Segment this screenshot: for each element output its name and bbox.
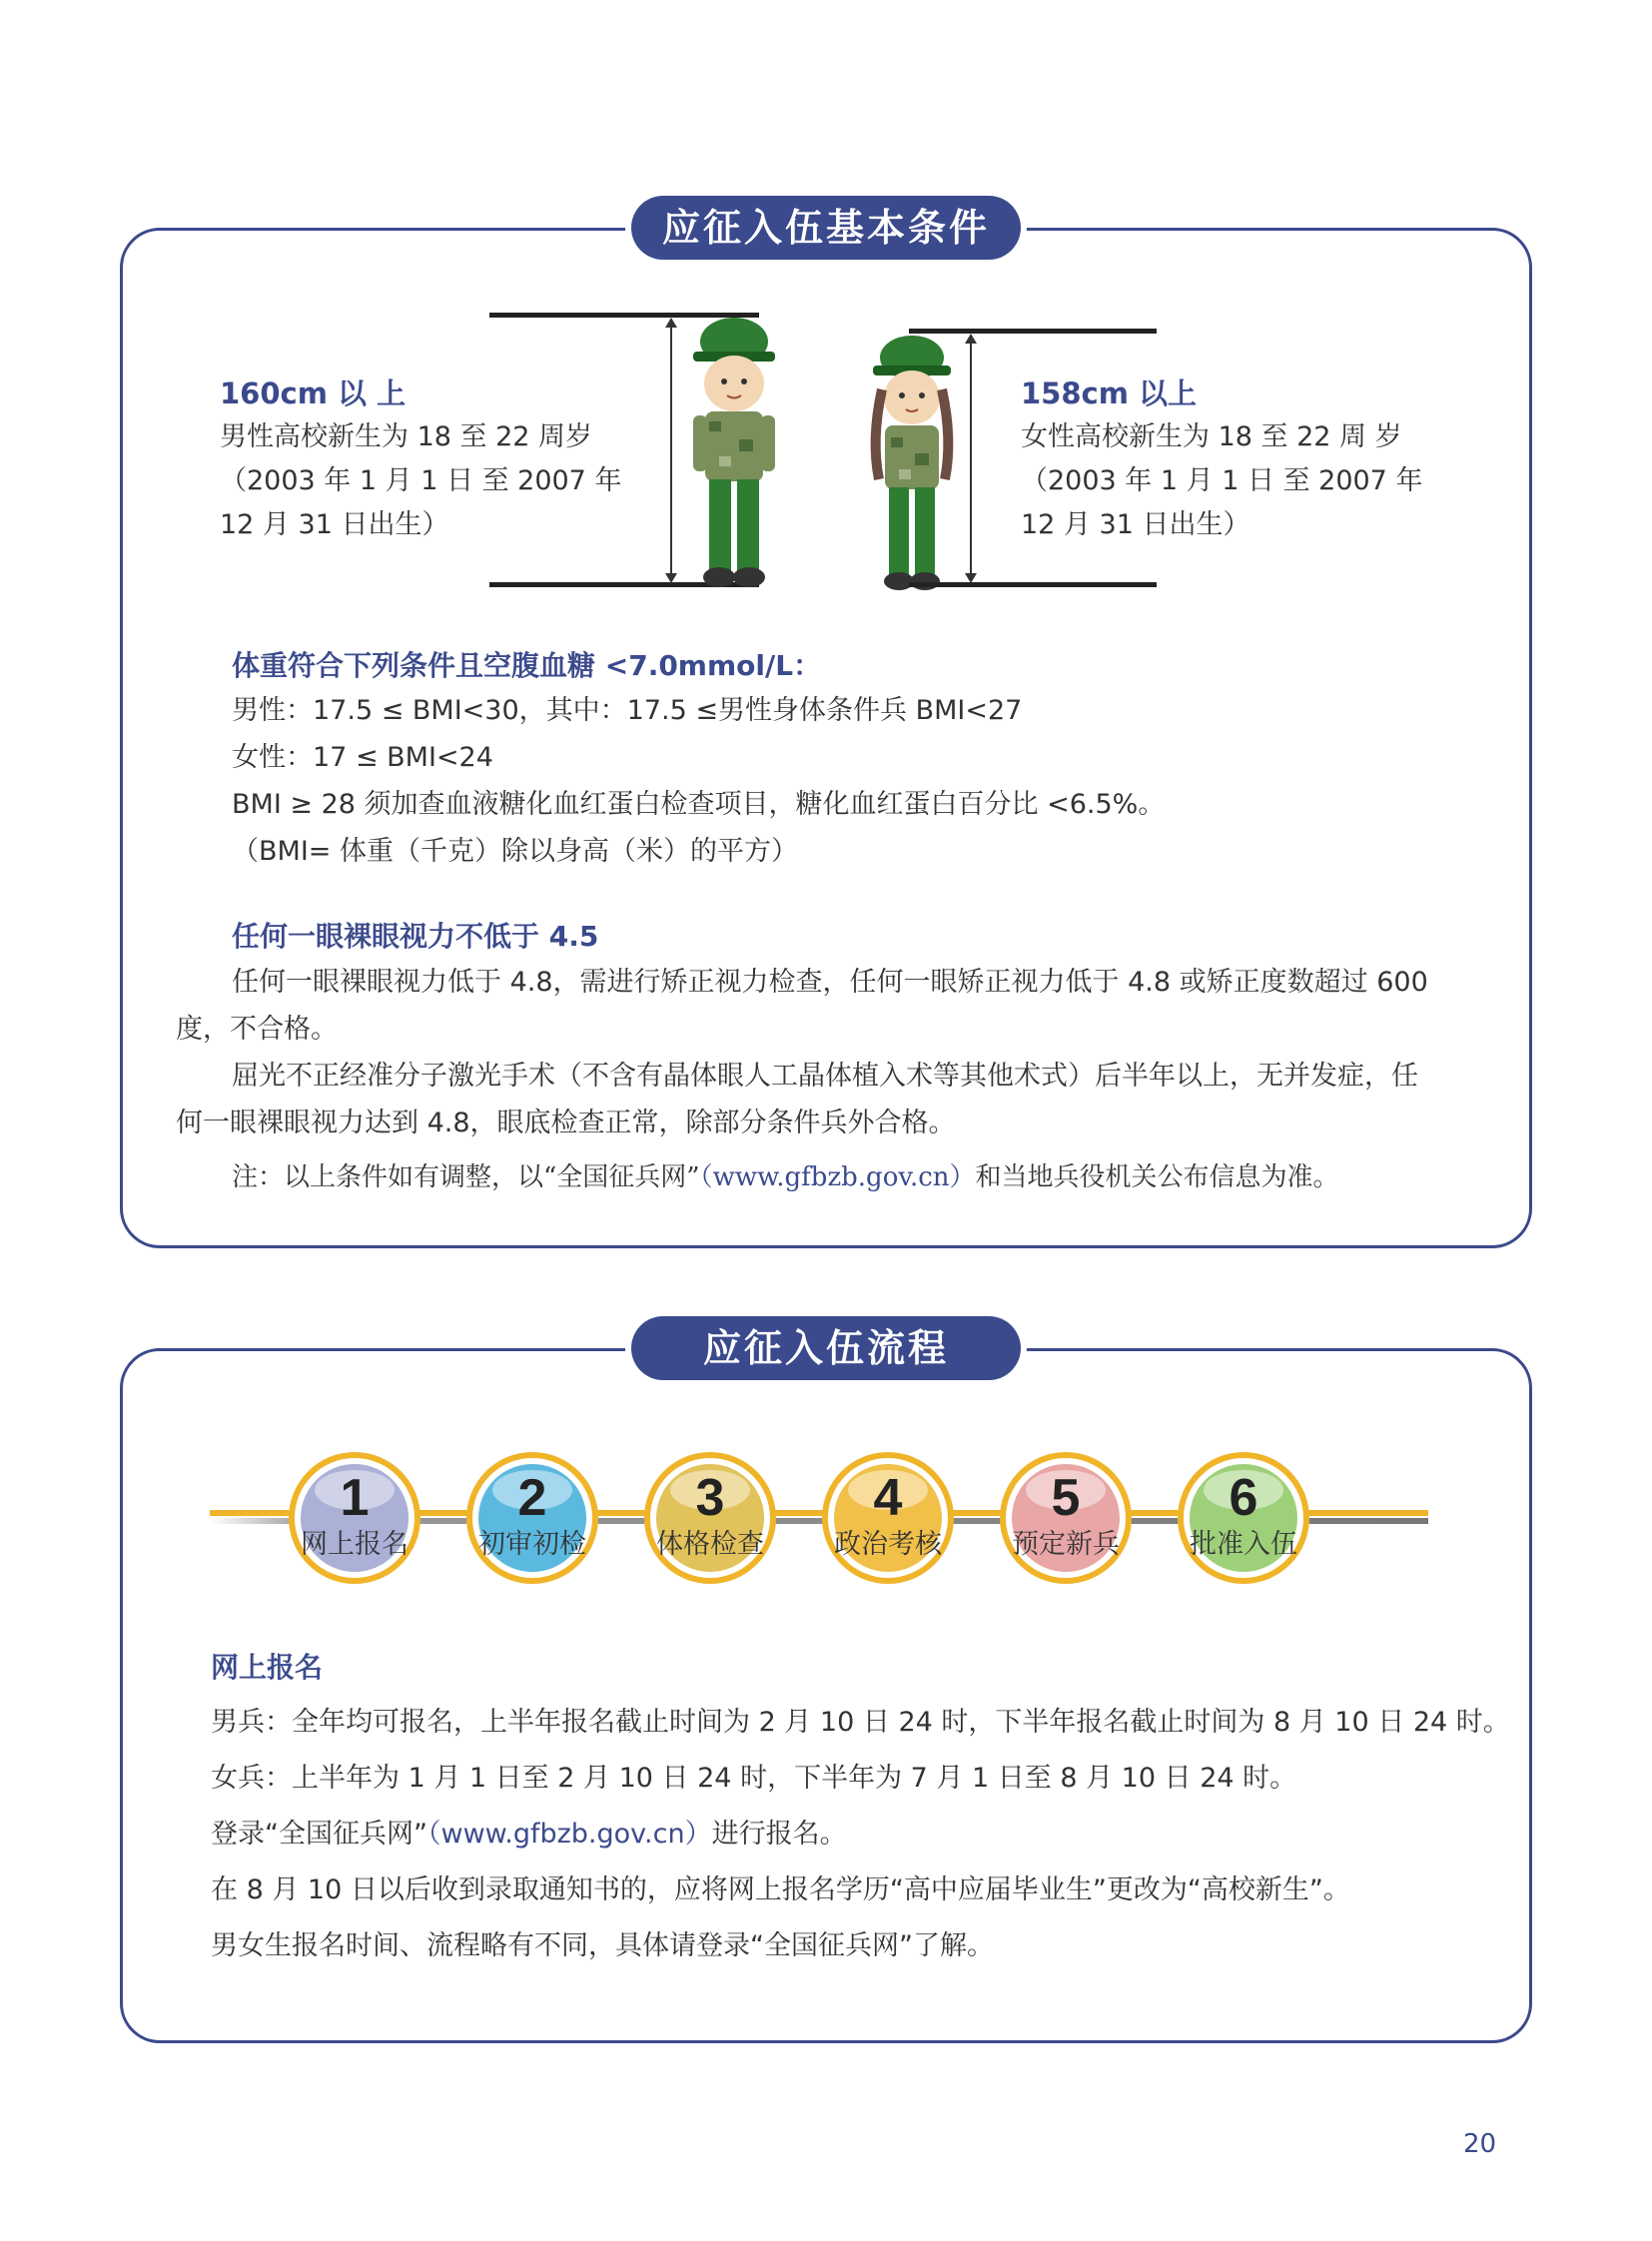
conditions-note xyxy=(232,1156,1339,1193)
process-step-label: 网上报名 xyxy=(301,1529,409,1560)
online-login xyxy=(211,1812,847,1851)
female-height: 158cm 以上 xyxy=(1021,376,1198,410)
process-step-number: 6 xyxy=(1229,1469,1258,1527)
weight-female: 女性：17 ≤ BMI<24 xyxy=(232,742,493,773)
basic-conditions-title: 应征入伍基本条件 xyxy=(631,196,1021,260)
process-step-6[interactable] xyxy=(1174,1446,1313,1606)
female-top-line xyxy=(909,329,1157,334)
online-login-link[interactable]: （www.gfbzb.gov.cn） xyxy=(426,1819,712,1850)
process-step-label: 初审初检 xyxy=(478,1529,586,1560)
female-born-line2: 12 月 31 日出生） xyxy=(1021,509,1250,540)
vision-p1-line1: 任何一眼裸眼视力低于 4.8，需进行矫正视力检查，任何一眼矫正视力低于 4.8 或矫正度数超过 600 xyxy=(232,967,1428,998)
online-change-education: 在 8 月 10 日以后收到录取通知书的，应将网上报名学历“高中应届毕业生”更改为“高校新生”。 xyxy=(211,1874,1350,1905)
female-soldier-icon xyxy=(857,330,967,594)
vision-p2-line2: 何一眼裸眼视力达到 4.8，眼底检查正常，除部分条件兵外合格。 xyxy=(176,1108,956,1138)
online-male: 男兵：全年均可报名，上半年报名截止时间为 2 月 10 日 24 时，下半年报名截止时间为 8 月 10 日 24 时。 xyxy=(211,1707,1510,1738)
process-step-label: 体格检查 xyxy=(656,1529,764,1560)
weight-bmi-check: BMI ≥ 28 须加查血液糖化血红蛋白检查项目，糖化血红蛋白百分比 <6.5%。 xyxy=(232,789,1166,820)
process-step-5[interactable] xyxy=(996,1446,1136,1606)
process-step-number: 1 xyxy=(340,1469,370,1527)
process-step-number: 3 xyxy=(695,1469,725,1527)
process-step-label: 批准入伍 xyxy=(1190,1529,1297,1560)
process-step-3[interactable] xyxy=(640,1446,780,1606)
process-step-2[interactable] xyxy=(462,1446,602,1606)
female-born-line1: （2003 年 1 月 1 日 至 2007 年 xyxy=(1021,465,1423,496)
online-female: 女兵：上半年为 1 月 1 日至 2 月 10 日 24 时，下半年为 7 月 1 日至 8 月 10 日 24 时。 xyxy=(211,1763,1297,1794)
weight-bmi-formula: （BMI= 体重（千克）除以身高（米）的平方） xyxy=(232,836,798,867)
online-login-prefix: 登录“全国征兵网” xyxy=(211,1819,427,1850)
female-age: 女性高校新生为 18 至 22 周 岁 xyxy=(1021,421,1402,452)
male-born-line2: 12 月 31 日出生） xyxy=(220,509,449,540)
process-step-1[interactable] xyxy=(285,1446,424,1606)
female-height-arrow xyxy=(959,334,983,583)
page-number: 20 xyxy=(1463,2129,1497,2159)
process-step-number: 2 xyxy=(517,1469,547,1527)
process-step-label: 预定新兵 xyxy=(1012,1529,1120,1560)
process-step-number: 4 xyxy=(873,1469,903,1527)
male-born-line1: （2003 年 1 月 1 日 至 2007 年 xyxy=(220,465,622,496)
note-prefix: 注：以上条件如有调整，以“全国征兵网” xyxy=(232,1162,700,1192)
vision-p1-line2: 度，不合格。 xyxy=(176,1014,338,1045)
vision-p2-line1: 屈光不正经准分子激光手术（不含有晶体眼人工晶体植入术等其他术式）后半年以上，无并发症，任 xyxy=(232,1061,1418,1092)
process-step-label: 政治考核 xyxy=(834,1529,942,1560)
process-title: 应征入伍流程 xyxy=(631,1316,1021,1380)
note-link[interactable]: （www.gfbzb.gov.cn） xyxy=(699,1162,976,1192)
male-age: 男性高校新生为 18 至 22 周岁 xyxy=(220,421,593,452)
female-bottom-line xyxy=(909,582,1157,587)
process-step-4[interactable] xyxy=(818,1446,958,1606)
weight-heading: 体重符合下列条件且空腹血糖 <7.0mmol/L： xyxy=(232,649,822,682)
online-login-suffix: 进行报名。 xyxy=(711,1819,847,1850)
note-suffix: 和当地兵役机关公布信息为准。 xyxy=(975,1162,1339,1192)
vision-heading: 任何一眼裸眼视力不低于 4.5 xyxy=(232,920,599,953)
weight-male: 男性：17.5 ≤ BMI<30，其中：17.5 ≤男性身体条件兵 BMI<27 xyxy=(232,695,1023,726)
online-heading: 网上报名 xyxy=(211,1651,324,1684)
male-soldier-icon xyxy=(679,312,789,591)
process-step-number: 5 xyxy=(1051,1469,1081,1527)
online-details: 男女生报名时间、流程略有不同，具体请登录“全国征兵网”了解。 xyxy=(211,1930,994,1961)
male-height: 160cm 以 上 xyxy=(220,376,407,410)
